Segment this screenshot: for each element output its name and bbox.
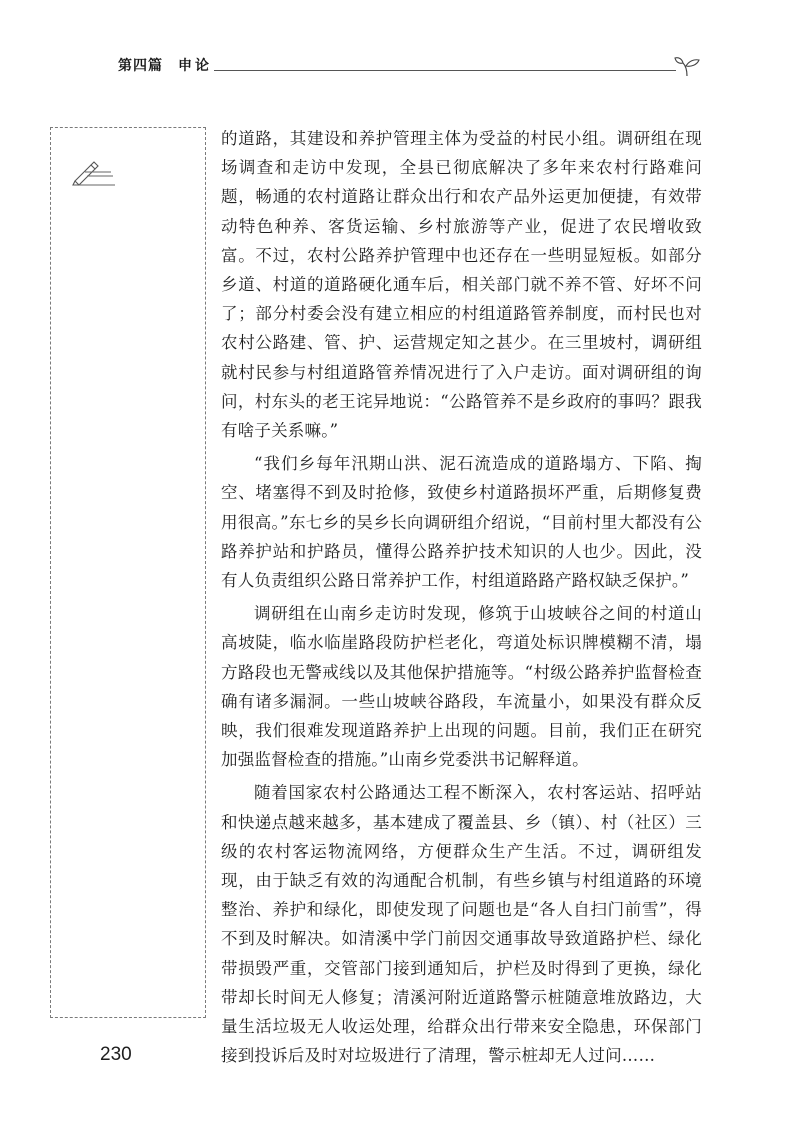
- sprout-icon: [673, 55, 701, 77]
- body-text: [221, 124, 702, 1075]
- running-header: [118, 55, 700, 81]
- page-number: 230: [100, 1044, 132, 1065]
- note-margin-box: [50, 127, 206, 1018]
- header-rule: [214, 70, 676, 71]
- paragraph: 的道路，其建设和养护管理主体为受益的村民小组。调研组在现场调查和走访中发现，全县已彻底解决了多年来农村行路难问题，畅通的农村道路让群众出行和农产品外运更加便捷，有效带动特色种养、客货运输、乡村旅游等产业，促进了农民增收致富。不过，农村公路养护管理中也还存在一些明显短板。如部分乡道、村道的道路硬化通车后，相关部门就不养不管、好坏不问了；部分村委会没有建立相应的村组道路管养制度，而村民也对农村公路建、管、护、运营规定知之甚少。在三里坡村，调研组就村民参与村组道路管养情况进行了入户走访。面对调研组的询问，村东头的老王诧异地说：“公路管养不是乡政府的事吗？跟我有啥子关系嘛。”: [221, 129, 702, 441]
- paragraph: 调研组在山南乡走访时发现，修筑于山坡峡谷之间的村道山高坡陡，临水临崖路段防护栏老化，弯道处标识牌模糊不清，塌方路段也无警戒线以及其他保护措施等。“村级公路养护监督检查确有诸多漏洞。一些山坡峡谷路段，车流量小，如果没有群众反映，我们很难发现道路养护上出现的问题。目前，我们正在研究加强监督检查的措施。”山南乡党委洪书记解释道。: [221, 604, 702, 770]
- paragraph: “我们乡每年汛期山洪、泥石流造成的道路塌方、下陷、掏空、堵塞得不到及时抢修，致使乡村道路损坏严重，后期修复费用很高。”东七乡的吴乡长向调研组介绍说，“目前村里大都没有公路养护站和护路员，懂得公路养护技术知识的人也少。因此，没有人负责组织公路日常养护工作，村组道路路产路权缺乏保护。”: [221, 454, 702, 591]
- paragraph: 随着国家农村公路通达工程不断深入，农村客运站、招呼站和快递点越来越多，基本建成了覆盖县、乡（镇）、村（社区）三级的农村客运物流网络，方便群众生产生活。不过，调研组发现，由于缺乏有效的沟通配合机制，有些乡镇与村组道路的环境整治、养护和绿化，即使发现了问题也是“各人自扫门前雪”，得不到及时解决。如清溪中学门前因交通事故导致道路护栏、绿化带损毁严重，交管部门接到通知后，护栏及时得到了更换，绿化带却长时间无人修复；清溪河附近道路警示桩随意堆放路边，大量生活垃圾无人收运处理，给群众出行带来安全隐患，环保部门接到投诉后及时对垃圾进行了清理，警示桩却无人过问……: [221, 783, 702, 1066]
- section-label: 第四篇: [118, 58, 163, 74]
- chapter-label: 申论: [178, 58, 212, 74]
- pen-notes-icon: [71, 154, 117, 186]
